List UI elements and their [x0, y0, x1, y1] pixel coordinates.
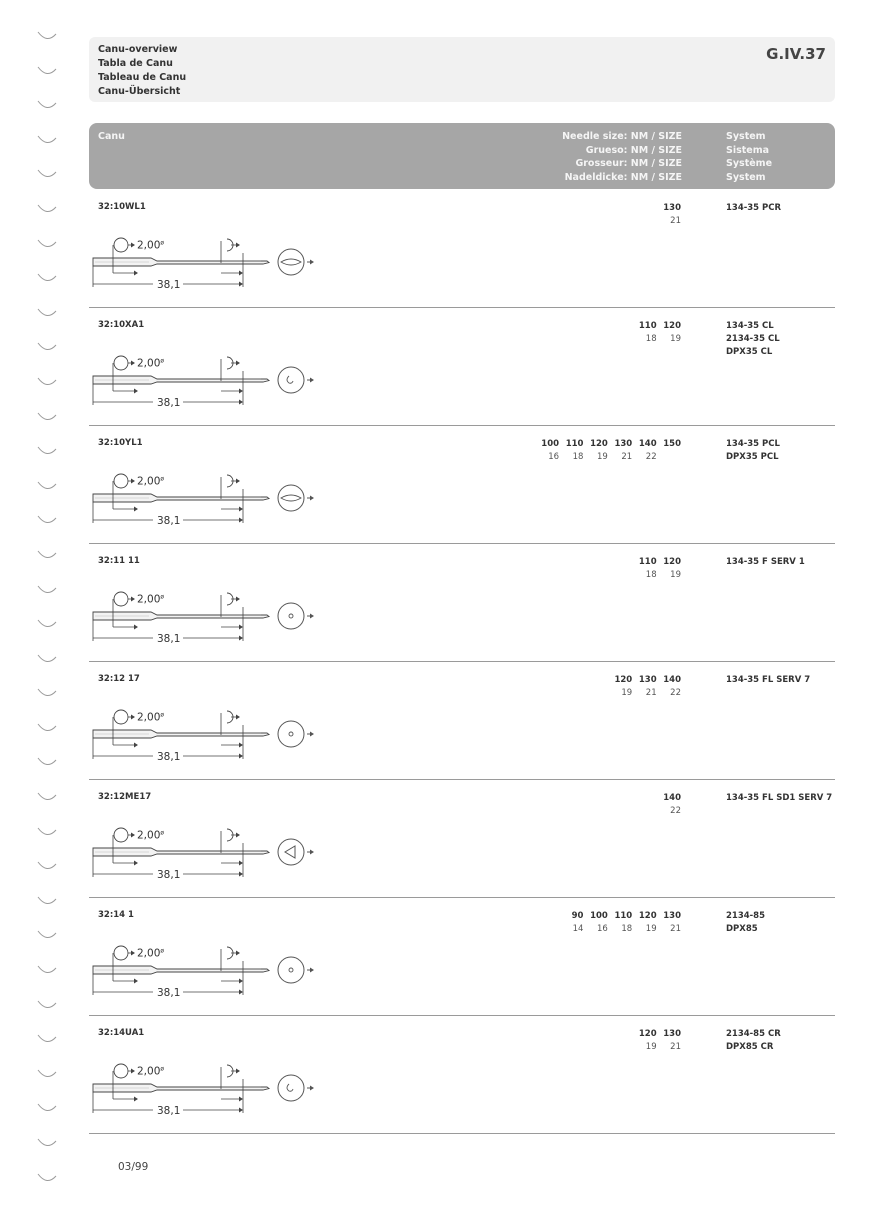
table-row [89, 1015, 835, 1134]
binder-hole [36, 376, 58, 388]
binder-hole [36, 30, 58, 42]
nm-value: 130 [663, 203, 681, 213]
needle-sizes [608, 674, 681, 700]
nm-value: 110 [638, 321, 657, 331]
canu-code: 32:10YL1 [98, 438, 143, 448]
binder-hole [36, 964, 58, 976]
canu-code: 32:10WL1 [98, 202, 146, 212]
system-value: DPX35 PCL [726, 452, 779, 462]
column-header-canu: Canu [98, 131, 125, 142]
title-fr: Tableau de Canu [98, 72, 187, 83]
canu-code: 32:12ME17 [98, 792, 152, 802]
nm-value: 120 [590, 439, 608, 449]
needle-drawing [91, 469, 341, 533]
size-value: 19 [670, 570, 681, 580]
binder-hole [36, 791, 58, 803]
size-value: 21 [645, 688, 657, 698]
binder-hole [36, 1033, 58, 1045]
nm-value: 140 [638, 439, 657, 449]
needle-drawing [91, 941, 341, 1005]
canu-code: 32:11 11 [98, 556, 140, 566]
binder-hole [36, 999, 58, 1011]
size-label-fr: Grosseur: NM / SIZE [575, 158, 682, 169]
binder-hole [36, 238, 58, 250]
diameter-label: $2,00^ø$ [137, 711, 165, 724]
size-value: 18 [645, 334, 657, 344]
system-list [726, 438, 780, 464]
table-header [89, 123, 835, 189]
size-value: 14 [572, 924, 584, 934]
canu-code: 32:10XA1 [98, 320, 145, 330]
header-titles [98, 43, 826, 99]
size-value: 18 [621, 924, 633, 934]
header-box [89, 37, 835, 102]
binder-hole [36, 411, 58, 423]
diameter-label: $2,00^ø$ [137, 357, 165, 370]
system-value: 2134-85 CR [726, 1029, 781, 1039]
needle-drawing [91, 233, 341, 297]
size-value: 21 [670, 216, 681, 226]
size-value: 22 [670, 688, 681, 698]
needle-sizes [632, 1028, 681, 1054]
needle-sizes [657, 202, 681, 228]
size-value: 19 [597, 452, 608, 462]
needle-sizes [657, 792, 681, 818]
diameter-label: $2,00^ø$ [137, 947, 165, 960]
nm-value: 120 [638, 1029, 657, 1039]
system-list [726, 910, 765, 936]
binder-hole [36, 1137, 58, 1149]
size-column [632, 320, 656, 346]
binder-hole [36, 826, 58, 838]
system-value: 134-35 FL SERV 7 [726, 675, 811, 685]
system-value: 134-35 PCL [726, 439, 780, 449]
nm-value: 120 [614, 675, 633, 685]
nm-value: 150 [663, 439, 681, 449]
canu-code: 32:14UA1 [98, 1028, 145, 1038]
binder-hole [36, 1068, 58, 1080]
binder-hole [36, 929, 58, 941]
table-row [89, 425, 835, 544]
nm-value: 120 [663, 321, 681, 331]
table-row [89, 307, 835, 426]
table-row [89, 661, 835, 780]
system-value: 2134-85 [726, 911, 766, 921]
binder-hole [36, 341, 58, 353]
length-label: 38,1 [157, 515, 181, 527]
size-column [583, 438, 607, 464]
size-value: 21 [670, 1042, 681, 1052]
size-value: 19 [645, 924, 657, 934]
title-es: Tabla de Canu [98, 58, 173, 69]
system-value: 134-35 FL SD1 SERV 7 [726, 793, 833, 803]
size-column [657, 792, 681, 818]
nm-value: 110 [614, 911, 633, 921]
binder-hole [36, 307, 58, 319]
length-label: 38,1 [157, 1105, 181, 1117]
system-value: DPX85 CR [726, 1042, 774, 1052]
size-label-en: Needle size: NM / SIZE [562, 131, 682, 142]
system-list [726, 556, 805, 569]
nm-value: 140 [663, 675, 681, 685]
binder-hole [36, 168, 58, 180]
column-header-system [726, 130, 772, 184]
title-en: Canu-overview [98, 44, 178, 55]
system-list [726, 792, 832, 805]
size-column [559, 910, 583, 936]
system-list [726, 674, 810, 687]
size-column [608, 674, 632, 700]
footer-date: 03/99 [118, 1161, 149, 1173]
nm-value: 90 [571, 911, 584, 921]
needle-sizes [632, 320, 681, 346]
diameter-label: $2,00^ø$ [137, 829, 165, 842]
system-value: 134-35 PCR [726, 203, 782, 213]
size-column [657, 202, 681, 228]
nm-value: 140 [663, 793, 681, 803]
diameter-label: $2,00^ø$ [137, 239, 165, 252]
size-value: 19 [645, 1042, 657, 1052]
size-column [657, 320, 681, 346]
canu-code: 32:12 17 [98, 674, 140, 684]
needle-sizes [632, 556, 681, 582]
size-value: 18 [645, 570, 657, 580]
needle-sizes [535, 438, 681, 464]
binder-hole [36, 1172, 58, 1184]
size-value: 22 [670, 806, 681, 816]
system-list [726, 320, 780, 359]
needle-drawing [91, 705, 341, 769]
needle-sizes [559, 910, 681, 936]
binder-hole [36, 653, 58, 665]
binder-hole [36, 549, 58, 561]
length-label: 38,1 [157, 869, 181, 881]
system-list [726, 202, 781, 215]
system-value: 2134-35 CL [726, 334, 780, 344]
binder-hole [36, 65, 58, 77]
size-value: 21 [670, 924, 681, 934]
size-column [632, 674, 656, 700]
size-column [632, 1028, 656, 1054]
diameter-label: $2,00^ø$ [137, 475, 165, 488]
size-value: 19 [670, 334, 681, 344]
system-label-es: Sistema [726, 144, 770, 156]
system-value: 134-35 CL [726, 321, 774, 331]
binder-hole [36, 480, 58, 492]
table-row [89, 897, 835, 1016]
binder-hole [36, 722, 58, 734]
size-column [559, 438, 583, 464]
binder-hole [36, 272, 58, 284]
nm-value: 110 [638, 557, 657, 567]
binder-hole [36, 687, 58, 699]
nm-value: 100 [541, 439, 560, 449]
title-de: Canu-Übersicht [98, 86, 181, 97]
nm-value: 130 [663, 1029, 681, 1039]
size-column [583, 910, 607, 936]
size-column [608, 438, 632, 464]
system-list [726, 1028, 781, 1054]
length-label: 38,1 [157, 633, 181, 645]
nm-value: 100 [590, 911, 608, 921]
page-code: G.IV.37 [766, 45, 826, 63]
size-column [657, 910, 681, 936]
nm-value: 120 [663, 557, 681, 567]
length-label: 38,1 [157, 751, 181, 763]
size-value: 16 [548, 452, 560, 462]
binder-hole [36, 860, 58, 872]
nm-value: 130 [663, 911, 681, 921]
diameter-label: $2,00^ø$ [137, 1065, 165, 1078]
binder-hole [36, 1102, 58, 1114]
needle-drawing [91, 1059, 341, 1123]
needle-drawing [91, 587, 341, 651]
diameter-label: $2,00^ø$ [137, 593, 165, 606]
system-value: DPX35 CL [726, 347, 773, 357]
binder-hole [36, 99, 58, 111]
size-column [535, 438, 559, 464]
size-value: 21 [621, 452, 633, 462]
binder-hole [36, 618, 58, 630]
size-label-es: Grueso: NM / SIZE [585, 144, 682, 156]
binder-hole [36, 445, 58, 457]
binder-hole [36, 203, 58, 215]
table-row [89, 189, 835, 308]
nm-value: 120 [638, 911, 657, 921]
system-label-de: System [726, 171, 766, 183]
nm-value: 130 [638, 675, 657, 685]
size-value: 22 [645, 452, 657, 462]
size-column [632, 910, 656, 936]
nm-value: 110 [565, 439, 584, 449]
size-value: 18 [572, 452, 584, 462]
size-value: 19 [621, 688, 633, 698]
size-column [657, 1028, 681, 1054]
size-column [632, 438, 656, 464]
nm-value: 130 [614, 439, 633, 449]
needle-drawing [91, 351, 341, 415]
needle-drawing [91, 823, 341, 887]
size-column [608, 910, 632, 936]
binder-hole [36, 514, 58, 526]
size-column [657, 674, 681, 700]
size-column [632, 556, 656, 582]
binder-hole [36, 895, 58, 907]
size-value: 16 [597, 924, 608, 934]
table-row [89, 543, 835, 662]
binder-hole [36, 584, 58, 596]
system-value: 134-35 F SERV 1 [726, 557, 805, 567]
binder-holes [36, 30, 62, 1206]
table-row [89, 779, 835, 898]
system-label-fr: Système [726, 158, 773, 169]
length-label: 38,1 [157, 987, 181, 999]
column-header-needle-size [562, 130, 682, 184]
size-value [657, 451, 681, 464]
length-label: 38,1 [157, 279, 181, 291]
size-label-de: Nadeldicke: NM / SIZE [564, 171, 682, 183]
size-column [657, 556, 681, 582]
binder-hole [36, 756, 58, 768]
system-value: DPX85 [726, 924, 758, 934]
canu-code: 32:14 1 [98, 910, 134, 920]
size-column [657, 438, 681, 464]
system-label-en: System [726, 131, 766, 142]
binder-hole [36, 134, 58, 146]
length-label: 38,1 [157, 397, 181, 409]
